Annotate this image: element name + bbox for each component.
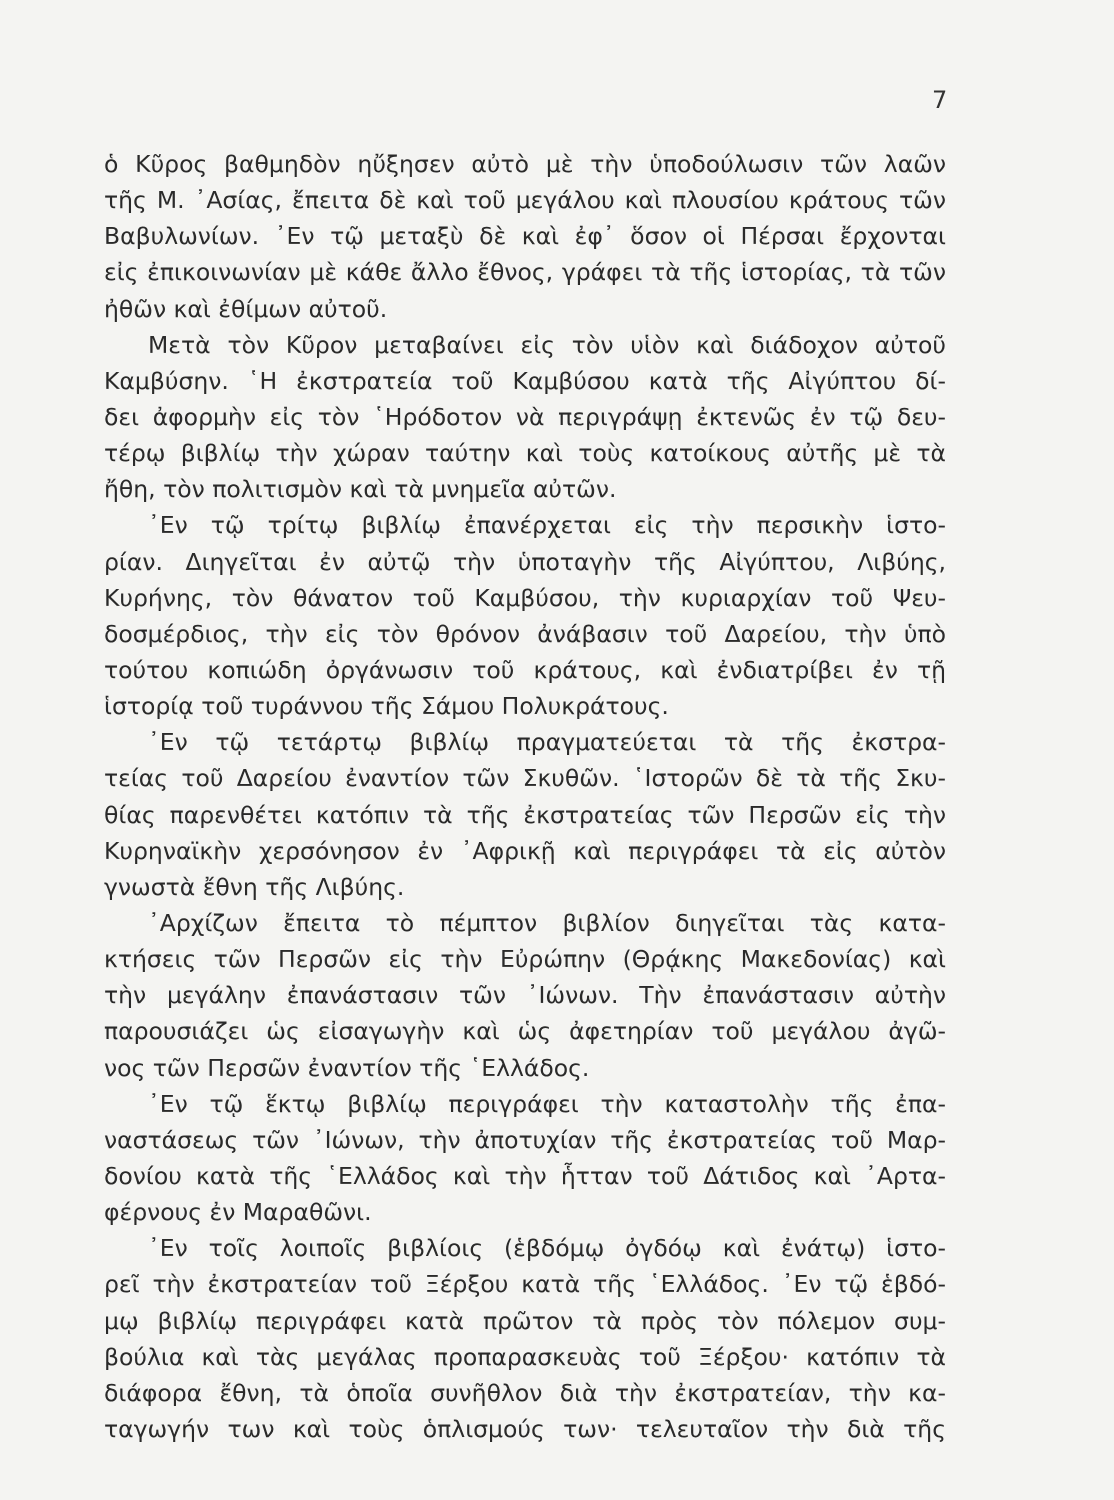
text-line: παρουσιάζει ὡς εἰσαγωγὴν καὶ ὡς ἀφετηρίαν τοῦ μεγάλου ἀγῶ- <box>104 1017 946 1046</box>
text-line: ᾽Εν τῷ τρίτῳ βιβλίῳ ἐπανέρχεται εἰς τὴν περσικὴν ἱστο- <box>148 511 946 540</box>
body-text <box>104 146 946 1447</box>
text-line: θίας παρενθέτει κατόπιν τὰ τῆς ἐκστρατείας τῶν Περσῶν εἰς τὴν <box>104 800 946 829</box>
text-line: βούλια καὶ τὰς μεγάλας προπαρασκευὰς τοῦ Ξέρξου· κατόπιν τὰ <box>104 1342 946 1371</box>
text-line: ᾽Εν τοῖς λοιποῖς βιβλίοις (ἑβδόμῳ ὀγδόῳ καὶ ἐνάτῳ) ἱστο- <box>148 1234 946 1263</box>
text-line: ταγωγήν των καὶ τοὺς ὁπλισμούς των· τελευταῖον τὴν διὰ τῆς <box>104 1414 946 1443</box>
text-line: γνωστὰ ἔθνη τῆς Λιβύης. <box>104 872 405 901</box>
text-line: Βαβυλωνίων. ᾽Εν τῷ μεταξὺ δὲ καὶ ἐφ᾽ ὅσον οἱ Πέρσαι ἔρχονται <box>104 222 946 251</box>
text-line: κτήσεις τῶν Περσῶν εἰς τὴν Εὐρώπην (Θρᾴκης Μακεδονίας) καὶ <box>104 945 946 974</box>
text-line: τείας τοῦ Δαρείου ἐναντίον τῶν Σκυθῶν. ῾Ιστορῶν δὲ τὰ τῆς Σκυ- <box>104 764 946 793</box>
text-line: φέρνους ἐν Μαραθῶνι. <box>104 1198 372 1227</box>
text-line: εἰς ἐπικοινωνίαν μὲ κάθε ἄλλο ἔθνος, γράφει τὰ τῆς ἱστορίας, τὰ τῶν <box>104 258 946 287</box>
text-line: Μετὰ τὸν Κῦρον μεταβαίνει εἰς τὸν υἱὸν καὶ διάδοχον αὐτοῦ <box>148 330 946 359</box>
text-line: Κυρηναϊκὴν χερσόνησον ἐν ᾽Αφρικῇ καὶ περιγράφει τὰ εἰς αὐτὸν <box>104 836 946 865</box>
text-line: ἠθῶν καὶ ἐθίμων αὐτοῦ. <box>104 294 388 323</box>
text-line: ᾽Εν τῷ ἕκτῳ βιβλίῳ περιγράφει τὴν καταστολὴν τῆς ἐπα- <box>148 1089 946 1118</box>
text-line: μῳ βιβλίῳ περιγράφει κατὰ πρῶτον τὰ πρὸς τὸν πόλεμον συμ- <box>104 1306 946 1335</box>
text-line: τούτου κοπιώδη ὀργάνωσιν τοῦ κράτους, καὶ ἐνδιατρίβει ἐν τῇ <box>104 655 946 684</box>
text-line: ὁ Κῦρος βαθμηδὸν ηὔξησεν αὐτὸ μὲ τὴν ὑποδούλωσιν τῶν λαῶν <box>104 150 946 178</box>
page-number: 7 <box>932 86 948 114</box>
text-line: Καμβύσην. ῾Η ἐκστρατεία τοῦ Καμβύσου κατὰ τῆς Αἰγύπτου δί- <box>104 366 946 395</box>
text-line: ἤθη, τὸν πολιτισμὸν καὶ τὰ μνημεῖα αὐτῶν. <box>104 475 617 504</box>
text-line: ᾽Αρχίζων ἔπειτα τὸ πέμπτον βιβλίον διηγεῖται τὰς κατα- <box>148 908 946 937</box>
text-line: τὴν μεγάλην ἐπανάστασιν τῶν ᾽Ιώνων. Τὴν ἐπανάστασιν αὐτὴν <box>104 981 946 1010</box>
text-line: δοσμέρδιος, τὴν εἰς τὸν θρόνον ἀνάβασιν τοῦ Δαρείου, τὴν ὑπὸ <box>104 619 946 648</box>
text-line: ᾽Εν τῷ τετάρτῳ βιβλίῳ πραγματεύεται τὰ τῆς ἐκστρα- <box>148 728 946 757</box>
text-line: διάφορα ἔθνη, τὰ ὁποῖα συνῆθλον διὰ τὴν ἐκστρατείαν, τὴν κα- <box>104 1378 946 1407</box>
text-line: νος τῶν Περσῶν ἐναντίον τῆς ῾Ελλάδος. <box>104 1053 590 1082</box>
text-line: δει ἀφορμὴν εἰς τὸν ῾Ηρόδοτον νὰ περιγράψῃ ἐκτενῶς ἐν τῷ δευ- <box>104 402 946 431</box>
text-line: τῆς Μ. ᾽Ασίας, ἔπειτα δὲ καὶ τοῦ μεγάλου καὶ πλουσίου κράτους τῶν <box>104 186 946 215</box>
text-line: ναστάσεως τῶν ᾽Ιώνων, τὴν ἀποτυχίαν τῆς ἐκστρατείας τοῦ Μαρ- <box>104 1125 946 1154</box>
text-line: Κυρήνης, τὸν θάνατον τοῦ Καμβύσου, τὴν κυριαρχίαν τοῦ Ψευ- <box>104 583 946 612</box>
text-line: ρεῖ τὴν ἐκστρατείαν τοῦ Ξέρξου κατὰ τῆς ῾Ελλάδος. ᾽Εν τῷ ἑβδό- <box>104 1270 946 1299</box>
text-line: τέρῳ βιβλίῳ τὴν χώραν ταύτην καὶ τοὺς κατοίκους αὐτῆς μὲ τὰ <box>104 439 946 468</box>
text-line: ρίαν. Διηγεῖται ἐν αὐτῷ τὴν ὑποταγὴν τῆς Αἰγύπτου, Λιβύης, <box>104 547 946 576</box>
text-line: ἱστορίᾳ τοῦ τυράννου τῆς Σάμου Πολυκράτους. <box>104 692 669 721</box>
text-line: δονίου κατὰ τῆς ῾Ελλάδος καὶ τὴν ἧτταν τοῦ Δάτιδος καὶ ᾽Αρτα- <box>104 1161 946 1190</box>
